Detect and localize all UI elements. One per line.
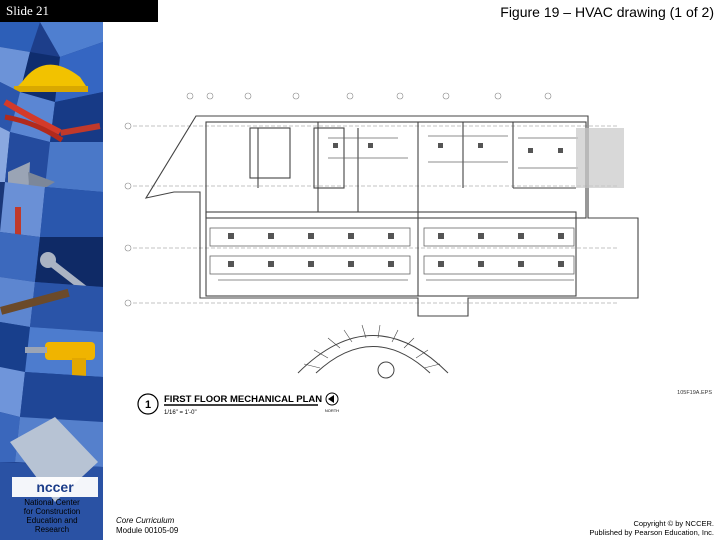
- org-credit: [4, 498, 100, 534]
- north-label: NORTH: [324, 408, 340, 413]
- drill-icon: [45, 342, 95, 360]
- curriculum-title: Core Curriculum: [116, 516, 175, 525]
- copyright-line: Copyright © by NCCER.: [633, 519, 714, 528]
- mosaic-sidebar: [0, 22, 103, 540]
- plan-title: FIRST FLOOR MECHANICAL PLAN: [164, 394, 323, 405]
- curriculum-credit: [116, 516, 178, 536]
- module-number: Module 00105-09: [116, 526, 179, 535]
- slide-title: Figure 19 – HVAC drawing (1 of 2): [500, 4, 714, 20]
- publisher-line: Published by Pearson Education, Inc.: [589, 528, 714, 537]
- file-label: 105F19A.EPS: [677, 390, 712, 396]
- plan-number: 1: [144, 399, 152, 411]
- org-line-4: Research: [34, 525, 70, 534]
- org-line-2: for Construction: [23, 507, 81, 516]
- copyright-credit: [589, 519, 714, 537]
- nccer-logo-text: nccer: [36, 479, 74, 495]
- hvac-floor-plan: [118, 88, 714, 416]
- floor-plan-svg: [118, 88, 714, 416]
- org-line-1: National Center: [24, 498, 80, 507]
- slide-number-bar: [0, 0, 158, 22]
- org-line-3: Education and: [26, 516, 78, 525]
- mosaic-art: [0, 22, 103, 540]
- slide-number: Slide 21: [6, 3, 49, 18]
- plan-scale: 1/16" = 1'-0": [164, 410, 197, 416]
